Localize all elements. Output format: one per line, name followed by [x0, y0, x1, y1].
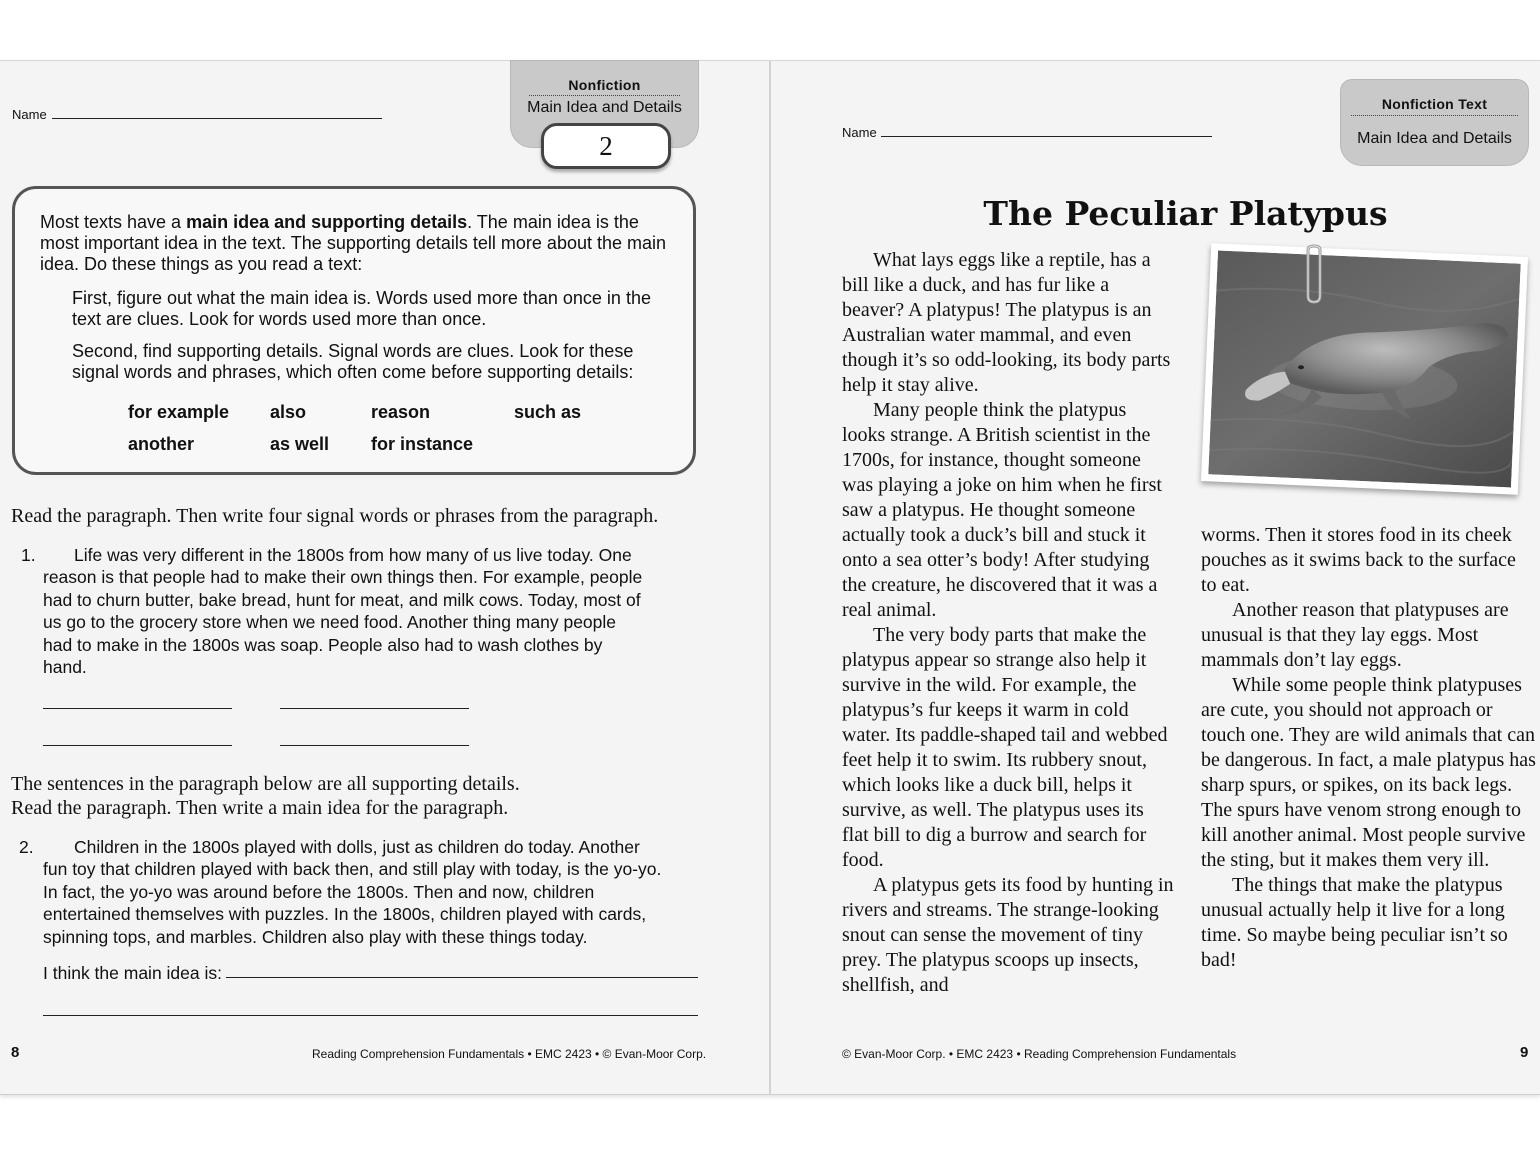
story-paragraph: Another reason that platypuses are unusual is that they lay eggs. Most mammals don’t lay eggs.	[1201, 599, 1509, 671]
signal-word: as well	[270, 434, 330, 454]
item-two-number: 2.	[19, 837, 34, 857]
left-page	[0, 61, 769, 1094]
story-paragraph: While some people think platypuses are cute, you should not approach or touch one. They are wild animals that can be dangerous. In fact, a male platypus has sharp spurs, or spikes, on its back legs. The spurs have venom strong enough to kill another animal. Most people survive the sting, but it makes them very ill.	[1201, 674, 1536, 871]
item-two-paragraph: Children in the 1800s played with dolls, just as children do today. Another fun toy that children played with back then, and still play with today, is the yo-yo. In fact, the yo-yo was around before the 1800s. Then and now, children entertained themselves with puzzles. In the 1800s, children played with cards, spinning tops, and marbles. Children also play with these things today.	[43, 837, 662, 947]
story-paragraph: A platypus gets its food by hunting in rivers and streams. The strange-looking snout can sense the movement of tiny prey. The platypus scoops up insects, shellfish, and	[842, 874, 1174, 996]
tab-topic: Main Idea and Details	[1357, 130, 1512, 147]
story-paragraph: worms. Then it stores food in its cheek pouches as it swims back to the surface to eat.	[1201, 524, 1516, 596]
main-idea-prompt: I think the main idea is:	[43, 963, 222, 983]
signal-word: reason	[371, 402, 431, 422]
step-one-text: First, figure out what the main idea is. Words used more than once in the text are clues. Look for words used more than once.	[72, 288, 651, 329]
signal-word: for example	[128, 402, 230, 422]
tab-topic: Main Idea and Details	[527, 99, 682, 116]
name-line[interactable]	[881, 136, 1212, 137]
instruction-two-line-two: Read the paragraph. Then write a main idea for the paragraph.	[11, 797, 509, 819]
page-number: 8	[11, 1044, 20, 1061]
name-label: Name	[12, 107, 47, 122]
right-page	[771, 61, 1540, 1094]
intro-text: Most texts have a main idea and supporting details. The main idea is the most important idea in the text. The supporting details tell more about the main idea. Do these things as you read a text:	[40, 212, 667, 274]
item-one-paragraph: Life was very different in the 1800s from how many of us live today. One reason is that people had to make their own things then. For example, people had to churn butter, bake bread, hunt for meat, and milk cows. Today, most of us go to the grocery store when we need food. Another thing many people had to make in the 1800s was soap. People also had to wash clothes by hand.	[43, 545, 643, 678]
answer-line[interactable]	[280, 708, 469, 709]
platypus-image	[1208, 250, 1520, 487]
instruction-two-line-one: The sentences in the paragraph below are all supporting details.	[11, 773, 520, 795]
story-paragraph: The things that make the platypus unusual actually help it live for a long time. So maybe being peculiar isn’t so bad!	[1201, 874, 1508, 971]
lesson-tab	[1340, 79, 1529, 166]
intro-bold: main idea and supporting details	[186, 212, 468, 232]
story-title: The Peculiar Platypus	[983, 194, 1388, 233]
signal-word: also	[270, 402, 307, 422]
story-column-two	[1201, 523, 1536, 973]
step-two-text: Second, find supporting details. Signal words are clues. Look for these signal words and phrases, which often come before supporting details:	[72, 341, 634, 382]
main-idea-line[interactable]	[226, 977, 698, 978]
signal-word: another	[128, 434, 195, 454]
signal-word: for instance	[371, 434, 474, 454]
answer-line[interactable]	[43, 708, 232, 709]
main-idea-line[interactable]	[43, 1015, 698, 1016]
answer-line[interactable]	[280, 745, 469, 746]
page-footer: Reading Comprehension Fundamentals • EMC 2423 • © Evan-Moor Corp.	[312, 1047, 707, 1061]
story-paragraph: The very body parts that make the platypus appear so strange also help it survive in the wild. For example, the platypus’s fur keeps it warm in cold water. Its paddle-shaped tail and webbed feet help it to swim. Its rubbery snout, which looks like a duck bill, helps it survive, as well. The platypus uses its flat bill to dig a burrow and search for food.	[842, 624, 1168, 871]
paperclip-icon	[1298, 244, 1330, 306]
lesson-number: 2	[541, 123, 671, 169]
story-paragraph: What lays eggs like a reptile, has a bill like a duck, and has fur like a beaver? A platypus! The platypus is an Australian water mammal, and even though it’s so odd-looking, its body parts help it stay alive.	[842, 249, 1171, 396]
name-label: Name	[842, 125, 877, 140]
instruction-box	[12, 186, 696, 475]
instruction-one: Read the paragraph. Then write four signal words or phrases from the paragraph.	[11, 505, 659, 527]
page-footer: © Evan-Moor Corp. • EMC 2423 • Reading Comprehension Fundamentals	[842, 1047, 1237, 1061]
tab-category: Nonfiction	[529, 77, 680, 96]
page-number: 9	[1520, 1044, 1529, 1061]
tab-category: Nonfiction Text	[1351, 96, 1518, 116]
story-paragraph: Many people think the platypus looks strange. A British scientist in the 1700s, for instance, thought someone was playing a joke on him when he first saw a platypus. He thought someone actually took a duck’s bill and stuck it onto a sea otter’s body! After studying the creature, he discovered that it was a real animal.	[842, 399, 1162, 621]
platypus-photo	[1201, 243, 1528, 495]
item-one-number: 1.	[21, 545, 36, 565]
signal-word: such as	[514, 402, 582, 422]
story-column-one	[842, 248, 1174, 998]
name-line[interactable]	[52, 118, 382, 119]
answer-line[interactable]	[43, 745, 232, 746]
book-spread	[0, 60, 1540, 1095]
